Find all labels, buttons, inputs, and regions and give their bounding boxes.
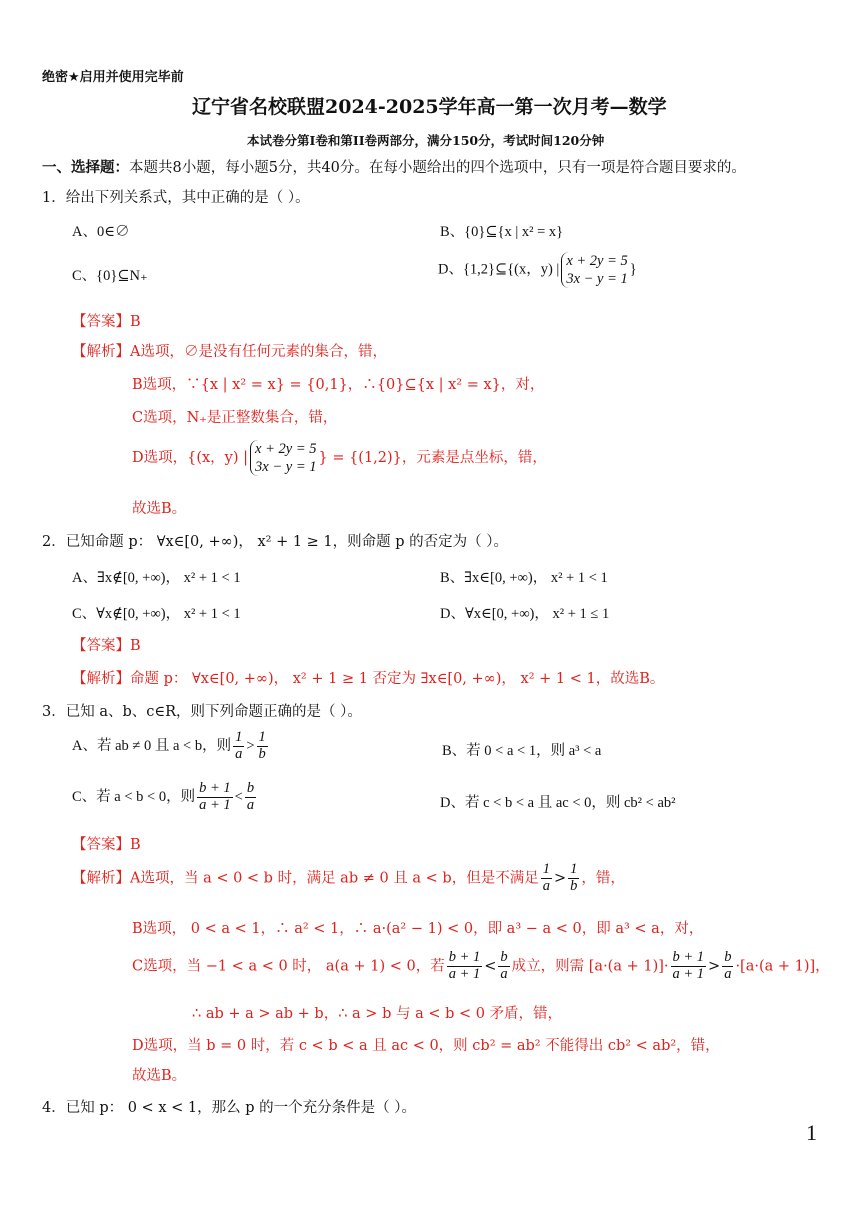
- q3-an-a-prefix: A选项，当 a < 0 < b 时，满足 ab ≠ 0 且 a < b，但是不满足: [130, 870, 539, 887]
- q3-stem: 3．已知 a、b、c∈R，则下列命题正确的是（ ）。: [42, 704, 362, 720]
- q1-option-c: C、{0}⊆N₊: [72, 268, 148, 284]
- q2-stem: 2．已知命题 p： ∀x∈[0, +∞)， x² + 1 ≥ 1，则命题 p 的否定为（ ）。: [42, 534, 509, 550]
- q2-option-a: A、∃x∉[0, +∞)， x² + 1 < 1: [72, 570, 241, 586]
- q3-analysis-c: [132, 950, 830, 983]
- q3-an-a-frac2-num: 1: [570, 861, 578, 877]
- q3-analysis-d: D选项，当 b = 0 时，若 c < b < a 且 ac < 0，则 cb² = ab² 不能得出 cb² < ab²，错，: [132, 1038, 720, 1054]
- q3-a-frac1-den: a: [235, 745, 243, 762]
- q3-an-c-frac2-num: b: [500, 949, 508, 965]
- q3-an-a-frac2-den: b: [570, 877, 578, 894]
- q3-c-op: <: [234, 788, 243, 805]
- q1-answer: 【答案】B: [72, 314, 141, 330]
- q1-option-d-suffix: }: [629, 261, 637, 278]
- confidential-label: 绝密★启用并使用完毕前: [42, 70, 184, 85]
- q3-analysis-end: 故选B。: [132, 1068, 187, 1084]
- q3-c-frac2-num: b: [246, 780, 255, 796]
- q1-analysis-d: [132, 440, 547, 476]
- q1-an-d-eq1: x + 2y = 5: [255, 441, 317, 457]
- q1-analysis-d-system: [250, 440, 316, 476]
- q3-an-c-frac3-den: a + 1: [672, 965, 705, 982]
- q3-c-frac1: [197, 781, 233, 814]
- q3-an-c-frac1: [447, 950, 483, 983]
- q3-an-a-frac1: [541, 862, 552, 895]
- q2-analysis: 【解析】命题 p： ∀x∈[0, +∞)， x² + 1 ≥ 1 否定为 ∃x∈[0, +∞)， x² + 1 < 1，故选B。: [72, 671, 665, 687]
- q3-an-a-frac2: [568, 862, 579, 895]
- q3-option-a: [72, 730, 270, 763]
- q1-analysis-a-text: A选项，∅是没有任何元素的集合，错，: [130, 344, 387, 360]
- q1-an-d-eq2: 3x − y = 1: [255, 459, 317, 476]
- q3-an-c-mid: 成立，则需 [a·(a + 1)]·: [511, 958, 669, 975]
- q3-c-frac2: [245, 781, 256, 814]
- q3-an-c-frac1-den: a + 1: [448, 965, 481, 982]
- q1-option-b: B、{0}⊆{x | x² = x}: [440, 224, 564, 240]
- q1-option-d-system: [561, 252, 627, 288]
- q2-option-b: B、∃x∈[0, +∞)， x² + 1 < 1: [440, 570, 608, 586]
- q2-option-d: D、∀x∈[0, +∞)， x² + 1 ≤ 1: [440, 606, 610, 622]
- q3-a-frac1: [233, 730, 244, 763]
- q3-option-b: B、若 0 < a < 1，则 a³ < a: [442, 743, 602, 759]
- q3-analysis-label: 【解析】: [72, 870, 130, 887]
- q2-answer: 【答案】B: [72, 638, 141, 654]
- q1-analysis-label: 【解析】: [72, 344, 130, 360]
- q3-a-frac2: [257, 730, 268, 763]
- q3-an-c-frac3-num: b + 1: [672, 949, 705, 965]
- q3-an-c-suffix: ·[a·(a + 1)]，: [735, 958, 830, 975]
- q3-option-d: D、若 c < b < a 且 ac < 0，则 cb² < ab²: [440, 795, 676, 811]
- q3-a-frac1-num: 1: [235, 729, 243, 745]
- q1-d-eq1: x + 2y = 5: [566, 253, 628, 269]
- section-one: [42, 156, 746, 177]
- q3-answer: 【答案】B: [72, 837, 141, 853]
- q3-an-a-frac1-den: a: [542, 877, 550, 894]
- q1-option-d: [438, 252, 637, 288]
- section-one-desc: 本题共8小题，每小题5分，共40分。在每小题给出的四个选项中，只有一项是符合题目要求的。: [129, 160, 746, 176]
- section-one-heading: 一、选择题：: [42, 159, 129, 176]
- q3-an-c-frac2: [498, 950, 509, 983]
- q1-analysis-a: [72, 340, 387, 361]
- page-number: 1: [806, 1120, 817, 1145]
- q1-analysis-b: B选项，∵{x | x² = x} = {0,1}，∴{0}⊆{x | x² = x}，对，: [132, 377, 545, 393]
- q3-an-c-frac2-den: a: [500, 965, 508, 982]
- q1-option-d-prefix: D、{1,2}⊆{(x，y) |: [438, 261, 560, 278]
- q3-a-prefix: A、若 ab ≠ 0 且 a < b，则: [72, 737, 232, 754]
- q3-an-c-op2: >: [708, 958, 721, 975]
- exam-title: 辽宁省名校联盟2024-2025学年高一第一次月考—数学: [192, 96, 667, 118]
- q1-stem: 1．给出下列关系式，其中正确的是（ ）。: [42, 190, 310, 206]
- q1-analysis-d-suffix: } = {(1,2)}，元素是点坐标，错，: [318, 450, 547, 467]
- q3-a-frac2-den: b: [258, 745, 266, 762]
- q1-option-a: A、0∈∅: [72, 224, 130, 240]
- q3-analysis-b: B选项， 0 < a < 1，∴ a² < 1，∴ a·(a² − 1) < 0，即 a³ − a < 0，即 a³ < a，对，: [132, 921, 704, 937]
- q3-an-c-prefix: C选项，当 −1 < a < 0 时， a(a + 1) < 0，若: [132, 958, 445, 975]
- q3-a-op: >: [246, 737, 255, 754]
- q3-an-c-frac1-num: b + 1: [448, 949, 481, 965]
- q3-option-c: [72, 781, 258, 814]
- q3-analysis-c2: ∴ ab + a > ab + b，∴ a > b 与 a < b < 0 矛盾，错，: [192, 1006, 563, 1022]
- exam-subtitle: 本试卷分第I卷和第II卷两部分，满分150分，考试时间120分钟: [247, 133, 605, 148]
- q3-an-c-frac4: [722, 950, 733, 983]
- q3-analysis-a: [72, 862, 625, 895]
- q3-an-c-frac4-num: b: [724, 949, 732, 965]
- q2-option-c: C、∀x∉[0, +∞)， x² + 1 < 1: [72, 606, 241, 622]
- q1-d-eq2: 3x − y = 1: [566, 271, 628, 288]
- q3-an-a-frac1-num: 1: [542, 861, 550, 877]
- q1-analysis-c: C选项，N₊是正整数集合，错，: [132, 410, 338, 426]
- q1-analysis-d-prefix: D选项，{(x，y) |: [132, 450, 249, 467]
- q3-c-frac2-den: a: [246, 796, 255, 813]
- q3-a-frac2-num: 1: [258, 729, 266, 745]
- q3-an-a-op: >: [553, 870, 567, 887]
- q3-c-frac1-num: b + 1: [199, 780, 231, 796]
- q3-c-frac1-den: a + 1: [199, 796, 231, 813]
- q3-an-c-frac4-den: a: [724, 965, 732, 982]
- q3-c-prefix: C、若 a < b < 0，则: [72, 788, 196, 805]
- q4-stem: 4．已知 p： 0 < x < 1，那么 p 的一个充分条件是（ ）。: [42, 1100, 416, 1116]
- q3-an-c-frac3: [671, 950, 707, 983]
- q3-an-a-suffix: ，错，: [581, 870, 625, 887]
- q1-analysis-end: 故选B。: [132, 501, 187, 517]
- q3-an-c-op1: <: [484, 958, 497, 975]
